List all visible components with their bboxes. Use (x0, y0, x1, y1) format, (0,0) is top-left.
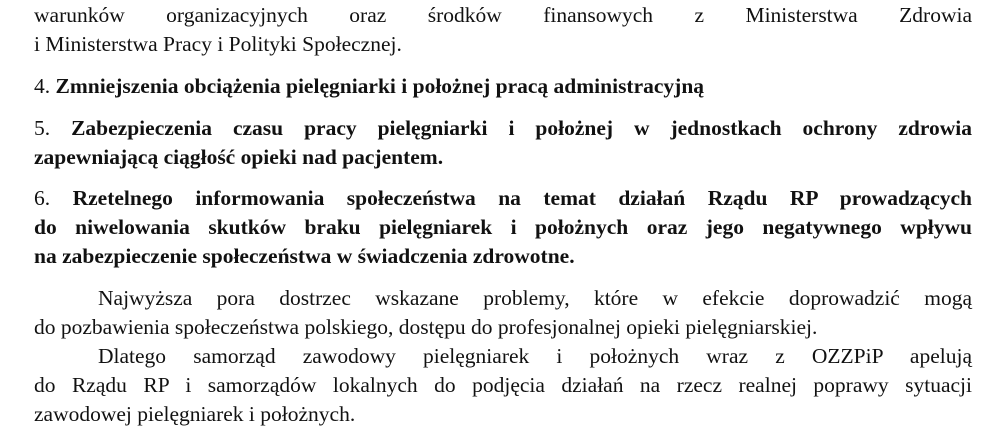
list-item-number: 6. (34, 186, 51, 210)
list-item-number: 4. (34, 74, 51, 98)
list-item-text: Zabezpieczenia czasu pracy pielęgniarki i położnej w jednostkach ochrony zdrowia (71, 116, 973, 140)
paragraph-line: do pozbawienia społeczeństwa polskiego, dostępu do profesjonalnej opieki pielęgniarskiej. (34, 315, 818, 339)
paragraph-line: Dlatego samorząd zawodowy pielęgniarek i położnych wraz z OZZPiP apelują (98, 344, 972, 368)
paragraph-2 (34, 342, 972, 429)
continuation-line-2: i Ministerstwa Pracy i Polityki Społecznej. (34, 32, 402, 56)
paragraph-1 (34, 284, 972, 342)
list-item-text: Zmniejszenia obciążenia pielęgniarki i położnej pracą administracyjną (55, 74, 705, 98)
list-item-text: na zabezpieczenie społeczeństwa w świadczenia zdrowotne. (34, 244, 575, 268)
continuation-paragraph (34, 1, 972, 59)
paragraph-line: do Rządu RP i samorządów lokalnych do podjęcia działań na rzecz realnej poprawy sytuacji (34, 373, 972, 397)
list-item-5 (34, 114, 972, 172)
paragraph-line: Najwyższa pora dostrzec wskazane problemy, które w efekcie doprowadzić mogą (98, 286, 972, 310)
list-item-text: Rzetelnego informowania społeczeństwa na temat działań Rządu RP prowadzących (72, 186, 972, 210)
list-item-4 (34, 72, 972, 101)
paragraph-line: zawodowej pielęgniarek i położnych. (34, 402, 356, 426)
continuation-line-1: warunków organizacyjnych oraz środków finansowych z Ministerstwa Zdrowia (34, 3, 972, 27)
list-item-text: zapewniającą ciągłość opieki nad pacjentem. (34, 145, 444, 169)
list-item-6 (34, 184, 972, 271)
list-item-text: do niwelowania skutków braku pielęgniarek i położnych oraz jego negatywnego wpływu (34, 215, 972, 239)
list-item-number: 5. (34, 116, 51, 140)
